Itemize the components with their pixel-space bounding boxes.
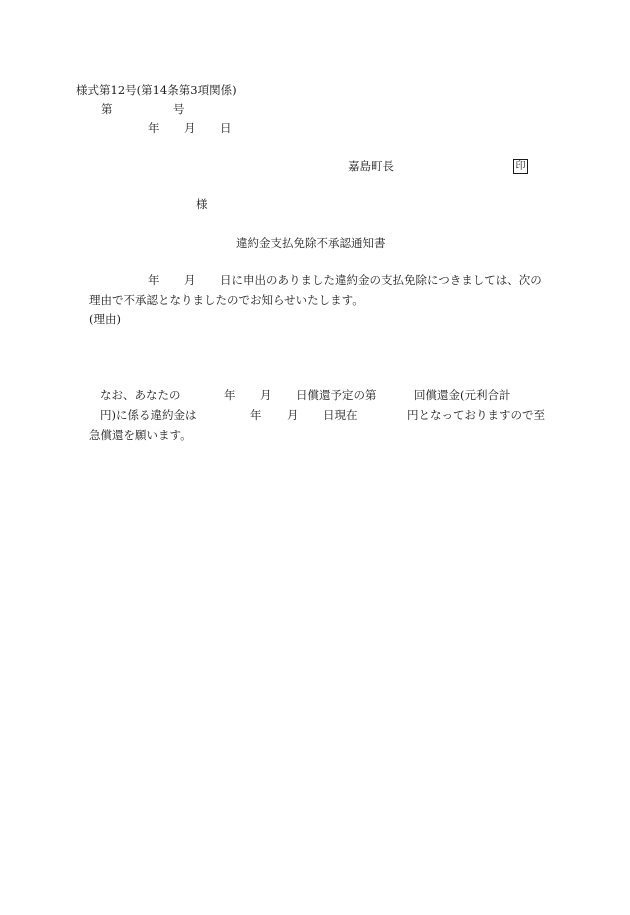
notice-line2-day-text: 日現在 [323, 408, 358, 422]
notice-installment: 回償還金(元利合計 [414, 388, 511, 402]
notice-day-text: 日償還予定の第 [296, 388, 377, 402]
application-month: 月 [184, 273, 196, 287]
date-month: 月 [184, 121, 196, 135]
notice-amount-text: 円となっておりますので至 [407, 408, 545, 422]
notice-lead: なお、あなたの [100, 388, 181, 402]
application-year: 年 [148, 273, 160, 287]
date-day: 日 [220, 121, 232, 135]
application-text: 日に申出のありました違約金の支払免除につきましては、次の [220, 273, 542, 287]
recipient-honorific: 様 [196, 197, 208, 211]
document-number-suffix: 号 [173, 102, 185, 116]
notice-year: 年 [224, 388, 236, 402]
notice-yen-text: 円)に係る違約金は [100, 408, 197, 422]
seal-mark: 印 [513, 159, 528, 174]
notice-line-3: 急償還を願います。 [89, 428, 192, 442]
notice-month: 月 [260, 388, 272, 402]
body-line-2: 理由で不承認となりましたのでお知らせいたします。 [89, 293, 364, 307]
issuer-title: 嘉島町長 [348, 159, 394, 173]
document-title: 違約金支払免除不承認通知書 [236, 236, 386, 250]
date-year: 年 [148, 121, 160, 135]
form-number-header: 様式第12号(第14条第3項関係) [76, 83, 237, 97]
reason-label: (理由) [89, 312, 121, 326]
document-number-prefix: 第 [101, 102, 113, 116]
notice-line2-month: 月 [287, 408, 299, 422]
notice-line2-year: 年 [250, 408, 262, 422]
